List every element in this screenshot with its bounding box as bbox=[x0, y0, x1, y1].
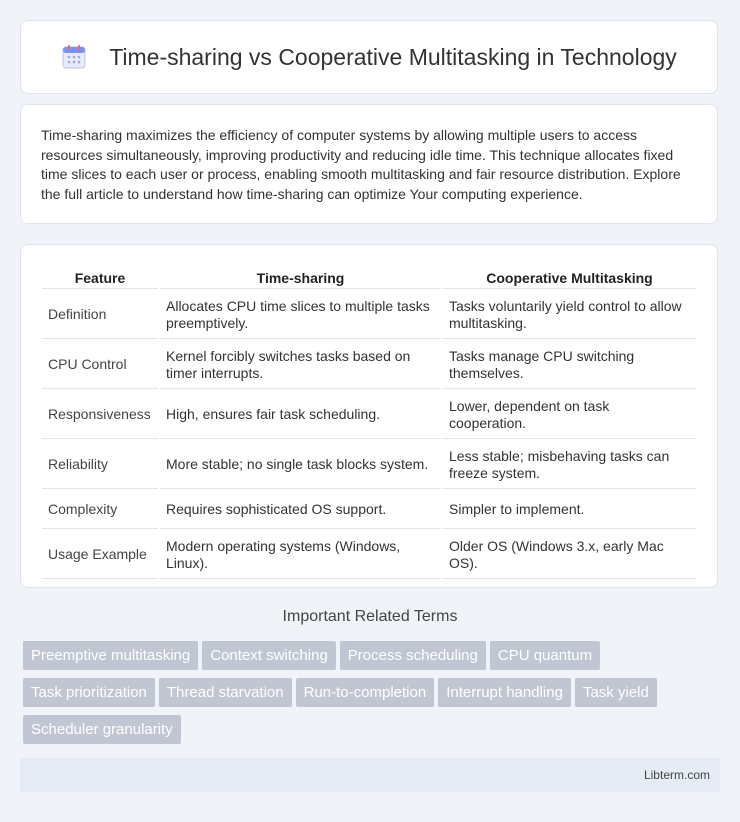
table-cell: Allocates CPU time slices to multiple tasks preemptively. bbox=[160, 291, 441, 339]
related-terms-title: Important Related Terms bbox=[282, 608, 458, 625]
table-row bbox=[42, 291, 696, 339]
table-header-row bbox=[42, 267, 696, 289]
term-tag[interactable]: Run-to-completion bbox=[296, 678, 435, 707]
table-cell: Lower, dependent on task cooperation. bbox=[443, 391, 696, 439]
table-cell: Tasks voluntarily yield control to allow multitasking. bbox=[443, 291, 696, 339]
term-tag[interactable]: Process scheduling bbox=[340, 641, 486, 670]
table-cell: Definition bbox=[42, 291, 158, 339]
table-cell: Requires sophisticated OS support. bbox=[160, 491, 441, 529]
intro-text: Time-sharing maximizes the efficiency of computer systems by allowing multiple users to access resources simultaneously, improving productivity and reducing idle time. This technique allocates fixed time slices to each user or process, enabling smooth multitasking and fair resource distribution. Explore the full article to understand how time-sharing can optimize Your computing experience. bbox=[41, 127, 681, 202]
column-header-time-sharing: Time-sharing bbox=[160, 267, 441, 289]
term-tag[interactable]: Preemptive multitasking bbox=[23, 641, 198, 670]
table-cell: Complexity bbox=[42, 491, 158, 529]
table-row bbox=[42, 531, 696, 579]
footer-link[interactable]: Libterm.com bbox=[643, 768, 710, 782]
table-cell: Modern operating systems (Windows, Linux). bbox=[160, 531, 441, 579]
footer bbox=[20, 758, 720, 792]
term-tag[interactable]: Context switching bbox=[202, 641, 336, 670]
table-cell: Reliability bbox=[42, 441, 158, 489]
header-card bbox=[20, 20, 718, 94]
table-row bbox=[42, 441, 696, 489]
related-terms-list bbox=[23, 641, 723, 752]
term-tag[interactable]: Interrupt handling bbox=[438, 678, 571, 707]
table-cell: Older OS (Windows 3.x, early Mac OS). bbox=[443, 531, 696, 579]
intro-card bbox=[20, 104, 718, 224]
table-cell: More stable; no single task blocks system. bbox=[160, 441, 441, 489]
page-title: Time-sharing vs Cooperative Multitasking in Technology bbox=[109, 43, 677, 70]
table-cell: Responsiveness bbox=[42, 391, 158, 439]
term-tag[interactable]: Thread starvation bbox=[159, 678, 292, 707]
term-tag[interactable]: CPU quantum bbox=[490, 641, 600, 670]
table-cell: CPU Control bbox=[42, 341, 158, 389]
table-row bbox=[42, 391, 696, 439]
term-tag[interactable]: Task yield bbox=[575, 678, 657, 707]
term-tag[interactable]: Task prioritization bbox=[23, 678, 155, 707]
table-cell: Simpler to implement. bbox=[443, 491, 696, 529]
comparison-table bbox=[40, 265, 698, 581]
table-row bbox=[42, 341, 696, 389]
table-cell: Less stable; misbehaving tasks can freeze system. bbox=[443, 441, 696, 489]
table-cell: Usage Example bbox=[42, 531, 158, 579]
table-cell: High, ensures fair task scheduling. bbox=[160, 391, 441, 439]
term-tag[interactable]: Scheduler granularity bbox=[23, 715, 181, 744]
table-cell: Tasks manage CPU switching themselves. bbox=[443, 341, 696, 389]
calendar-icon bbox=[61, 44, 87, 70]
column-header-cooperative: Cooperative Multitasking bbox=[443, 267, 696, 289]
comparison-card bbox=[20, 244, 718, 588]
column-header-feature: Feature bbox=[42, 267, 158, 289]
table-cell: Kernel forcibly switches tasks based on timer interrupts. bbox=[160, 341, 441, 389]
table-row bbox=[42, 491, 696, 529]
